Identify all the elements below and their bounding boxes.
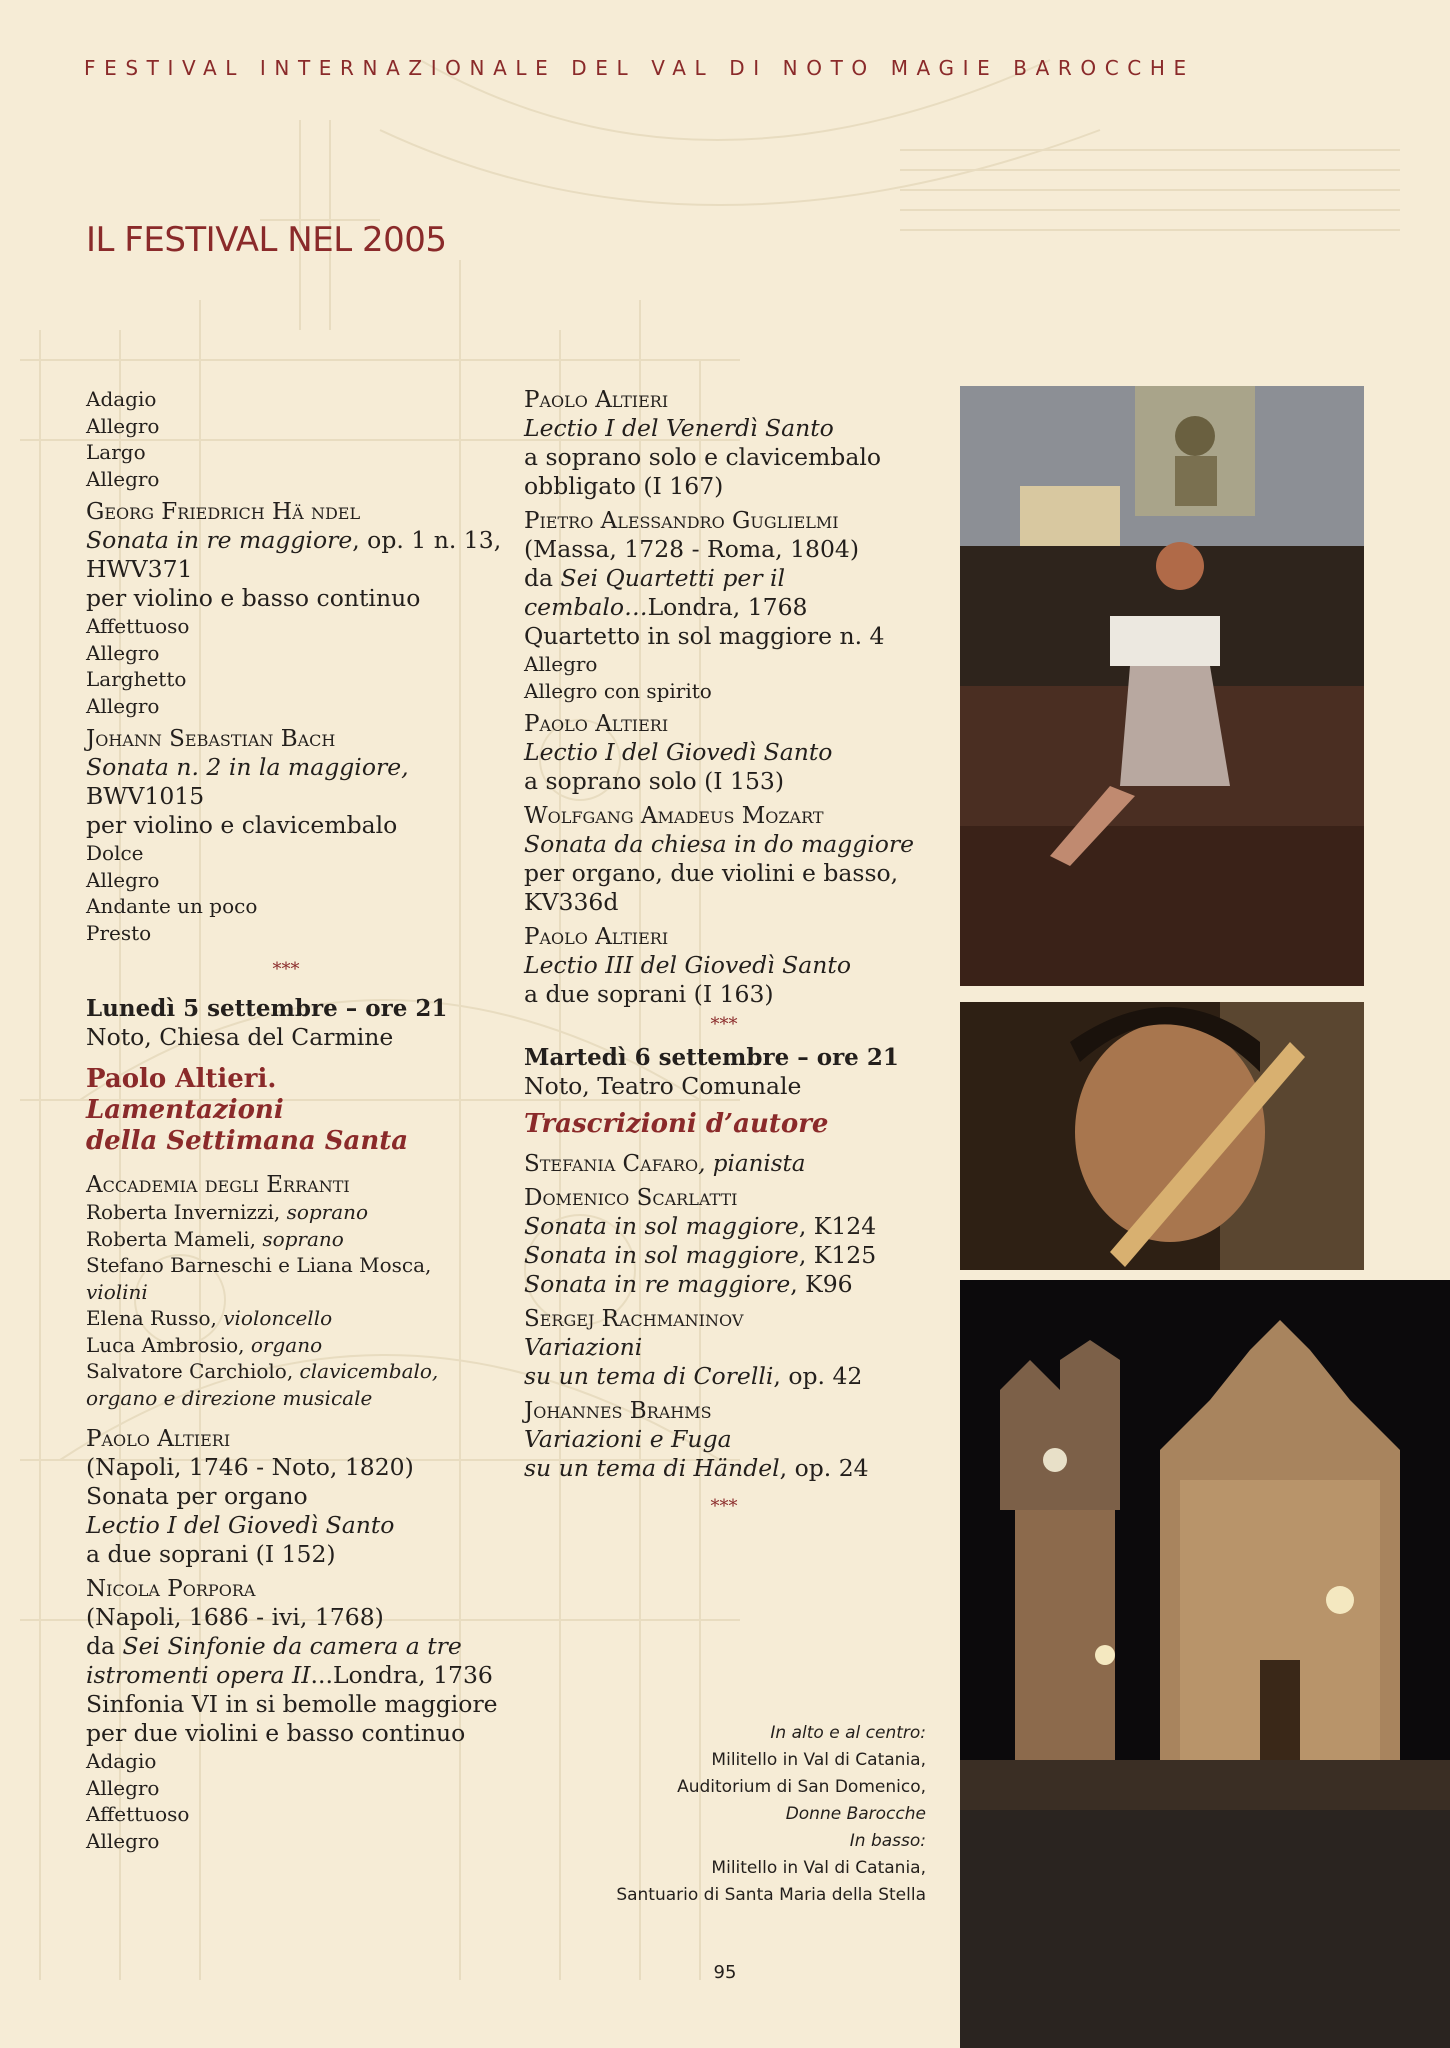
movement: Affettuoso xyxy=(86,1802,190,1826)
performer xyxy=(86,1199,486,1226)
performer-role: violoncello xyxy=(223,1306,333,1330)
composer-dates: (Napoli, 1686 - ivi, 1768) xyxy=(86,1603,384,1631)
performer xyxy=(86,1305,486,1332)
work-title-italic: Lectio I del Venerdì Santo xyxy=(524,414,834,442)
work-instrumentation: obbligato (I 167) xyxy=(524,472,724,500)
movements-list xyxy=(86,613,486,719)
work-title-italic: Sonata in sol maggiore xyxy=(524,1241,799,1269)
work-collection-title: Sei Quartetti per il xyxy=(560,564,786,592)
performer-role: soprano xyxy=(286,1200,369,1224)
work-collection-title: cembalo… xyxy=(524,593,648,621)
caption-line: Auditorium di San Domenico, xyxy=(677,1777,926,1797)
performer-name: Roberta Invernizzi, xyxy=(86,1200,287,1224)
work-catalog: BWV1015 xyxy=(86,782,205,810)
work-title: Sonata per organo xyxy=(86,1482,308,1510)
work-collection xyxy=(524,593,924,622)
work-title-italic: Sonata in sol maggiore xyxy=(524,1212,799,1240)
performer-name: Stefania Cafaro xyxy=(524,1151,699,1177)
work-title-italic: su un tema di Corelli xyxy=(524,1362,774,1390)
composer-name: Paolo Altieri xyxy=(524,711,669,737)
performer-role: organo xyxy=(250,1332,323,1357)
work-title: Sonata n. 2 in la maggiore, xyxy=(86,753,409,781)
movement: Allegro xyxy=(86,466,160,491)
work-instrumentation: per violino e clavicembalo xyxy=(86,811,398,839)
performer xyxy=(86,1358,486,1385)
caption-line: Santuario di Santa Maria della Stella xyxy=(616,1885,926,1905)
ensemble-name: Accademia degli Erranti xyxy=(86,1172,350,1198)
concert-title: Paolo Altieri. xyxy=(86,1064,277,1094)
work-title-italic: Variazioni xyxy=(524,1333,643,1361)
movement: Largo xyxy=(86,440,146,464)
movement: Allegro xyxy=(524,652,598,676)
composer-name: Georg Friedrich Hä ndel xyxy=(86,499,361,525)
work-opus: , op. 1 n. 13, xyxy=(352,526,502,554)
movement: Dolce xyxy=(86,841,144,865)
movement: Allegro xyxy=(86,1828,160,1853)
composer-name: Wolfgang Amadeus Mozart xyxy=(524,803,824,829)
work-title-italic: Lectio III del Giovedì Santo xyxy=(524,951,851,979)
work-catalog: , K125 xyxy=(798,1241,877,1269)
performer-name: Stefano Barneschi e Liana Mosca, xyxy=(86,1253,432,1277)
composer-name: Domenico Scarlatti xyxy=(524,1185,738,1211)
work-title xyxy=(524,1362,924,1391)
performer-role: , pianista xyxy=(698,1151,806,1177)
caption-line: Militello in Val di Catania, xyxy=(711,1750,926,1770)
performer-name: Roberta Mameli, xyxy=(86,1226,263,1251)
movement: Adagio xyxy=(86,387,157,411)
work-title-italic: Sonata in re maggiore xyxy=(86,526,353,554)
concert-subtitle: Lamentazioni xyxy=(86,1095,284,1125)
performer-role: clavicembalo, xyxy=(299,1359,439,1383)
composer-name: Pietro Alessandro Guglielmi xyxy=(524,508,839,534)
work-title-italic: Lectio I del Giovedì Santo xyxy=(524,738,833,766)
movements-list xyxy=(524,651,924,704)
performer xyxy=(86,1226,486,1253)
photo-church-night xyxy=(960,1280,1450,2048)
performer-role: violini xyxy=(86,1279,148,1304)
performer xyxy=(86,1252,486,1279)
work-instrumentation: a due soprani (I 163) xyxy=(524,980,774,1008)
performer-role: soprano xyxy=(262,1226,344,1251)
movements-list xyxy=(86,840,486,946)
performer-role: organo e direzione musicale xyxy=(86,1385,373,1410)
composer-name: Nicola Porpora xyxy=(86,1576,256,1602)
work-title: Quartetto in sol maggiore n. 4 xyxy=(524,622,885,650)
page-number: 95 xyxy=(713,1962,737,1983)
concert-venue: Noto, Teatro Comunale xyxy=(524,1072,802,1100)
running-header: FESTIVAL INTERNAZIONALE DEL VAL DI NOTO MAGIE BAROCCHE xyxy=(84,56,1195,80)
work-catalog: , K96 xyxy=(790,1270,853,1298)
work-instrumentation: per organo, due violini e basso, xyxy=(524,859,899,887)
work-title-italic: Sonata in re maggiore xyxy=(524,1270,791,1298)
work-catalog: KV336d xyxy=(524,888,619,916)
work-opus: , op. 24 xyxy=(779,1454,869,1482)
section-separator: *** xyxy=(272,959,300,980)
photo-violinist xyxy=(960,1002,1364,1270)
movement: Larghetto xyxy=(86,667,187,691)
work-title xyxy=(524,1454,924,1483)
work-title xyxy=(524,1241,924,1270)
movements-list xyxy=(86,386,486,492)
section-separator: *** xyxy=(710,1496,738,1517)
work-instrumentation: a soprano solo e clavicembalo xyxy=(524,443,881,471)
work-title-italic: Sonata da chiesa in do maggiore xyxy=(524,830,915,858)
composer-dates: (Massa, 1728 - Roma, 1804) xyxy=(524,535,860,563)
work-title xyxy=(524,1212,924,1241)
movement: Andante un poco xyxy=(86,894,258,918)
work-instrumentation: a due soprani (I 152) xyxy=(86,1540,336,1568)
work-catalog: , K124 xyxy=(798,1212,877,1240)
movements-list xyxy=(86,1748,486,1854)
movement: Allegro con spirito xyxy=(524,678,712,703)
work-prefix: da xyxy=(86,1632,123,1660)
composer-name: Paolo Altieri xyxy=(524,924,669,950)
photo-soprano-reading xyxy=(960,386,1364,986)
concert-venue: Noto, Chiesa del Carmine xyxy=(86,1023,394,1051)
work-publication: ...Londra, 1736 xyxy=(310,1661,493,1689)
work-collection-title: Sei Sinfonie da camera a tre xyxy=(122,1632,462,1660)
performer xyxy=(524,1150,924,1178)
work-catalog: HWV371 xyxy=(86,555,193,583)
work-opus: , op. 42 xyxy=(773,1362,863,1390)
movement: Adagio xyxy=(86,1749,157,1773)
concert-subtitle: della Settimana Santa xyxy=(86,1126,409,1156)
program-column-left xyxy=(86,386,502,1854)
concert-date: Martedì 6 settembre – ore 21 xyxy=(524,1044,899,1071)
work-publication: Londra, 1768 xyxy=(647,593,808,621)
composer-name: Sergej Rachmaninov xyxy=(524,1306,744,1332)
composer-name: Paolo Altieri xyxy=(524,387,669,413)
composer-name: Paolo Altieri xyxy=(86,1426,231,1452)
performers-list xyxy=(86,1199,486,1411)
composer-name: Johann Sebastian Bach xyxy=(86,726,336,752)
movement: Allegro xyxy=(86,1775,160,1800)
work-title xyxy=(524,1270,924,1299)
work-instrumentation: per due violini e basso continuo xyxy=(86,1719,466,1747)
work-instrumentation: per violino e basso continuo xyxy=(86,584,421,612)
caption-label: In alto e al centro: xyxy=(770,1723,926,1743)
caption-label: In basso: xyxy=(849,1831,926,1851)
page-title: IL FESTIVAL NEL 2005 xyxy=(86,220,447,260)
movement: Presto xyxy=(86,920,152,945)
performer-name: Elena Russo, xyxy=(86,1306,224,1330)
performer xyxy=(86,1332,486,1359)
performer-name: Luca Ambrosio, xyxy=(86,1332,251,1357)
work-collection-title: istromenti opera II xyxy=(86,1661,311,1689)
concert-title: Trascrizioni d’autore xyxy=(524,1109,829,1139)
work-collection xyxy=(524,564,924,593)
work-collection xyxy=(86,1661,493,1690)
work-prefix: da xyxy=(524,564,561,592)
work-title: Sinfonia VI in si bemolle maggiore xyxy=(86,1690,498,1718)
work-title-italic: Lectio I del Giovedì Santo xyxy=(86,1511,395,1539)
work-title-italic: Variazioni e Fuga xyxy=(524,1425,732,1453)
performer-name: Salvatore Carchiolo, xyxy=(86,1359,300,1383)
work-title-italic: su un tema di Händel xyxy=(524,1454,780,1482)
movement: Allegro xyxy=(86,413,160,438)
photo-caption xyxy=(566,1720,926,1909)
program-column-middle xyxy=(524,386,924,1531)
movement: Affettuoso xyxy=(86,614,190,638)
caption-line: Donne Barocche xyxy=(785,1804,926,1824)
work-collection xyxy=(86,1632,486,1661)
composer-dates: (Napoli, 1746 - Noto, 1820) xyxy=(86,1453,414,1481)
caption-line: Militello in Val di Catania, xyxy=(711,1858,926,1878)
concert-date: Lunedì 5 settembre – ore 21 xyxy=(86,995,448,1022)
movement: Allegro xyxy=(86,640,160,665)
work-title xyxy=(86,526,502,555)
section-separator: *** xyxy=(710,1014,738,1035)
movement: Allegro xyxy=(86,867,160,892)
composer-name: Johannes Brahms xyxy=(524,1398,712,1424)
work-instrumentation: a soprano solo (I 153) xyxy=(524,767,785,795)
movement: Allegro xyxy=(86,693,160,718)
